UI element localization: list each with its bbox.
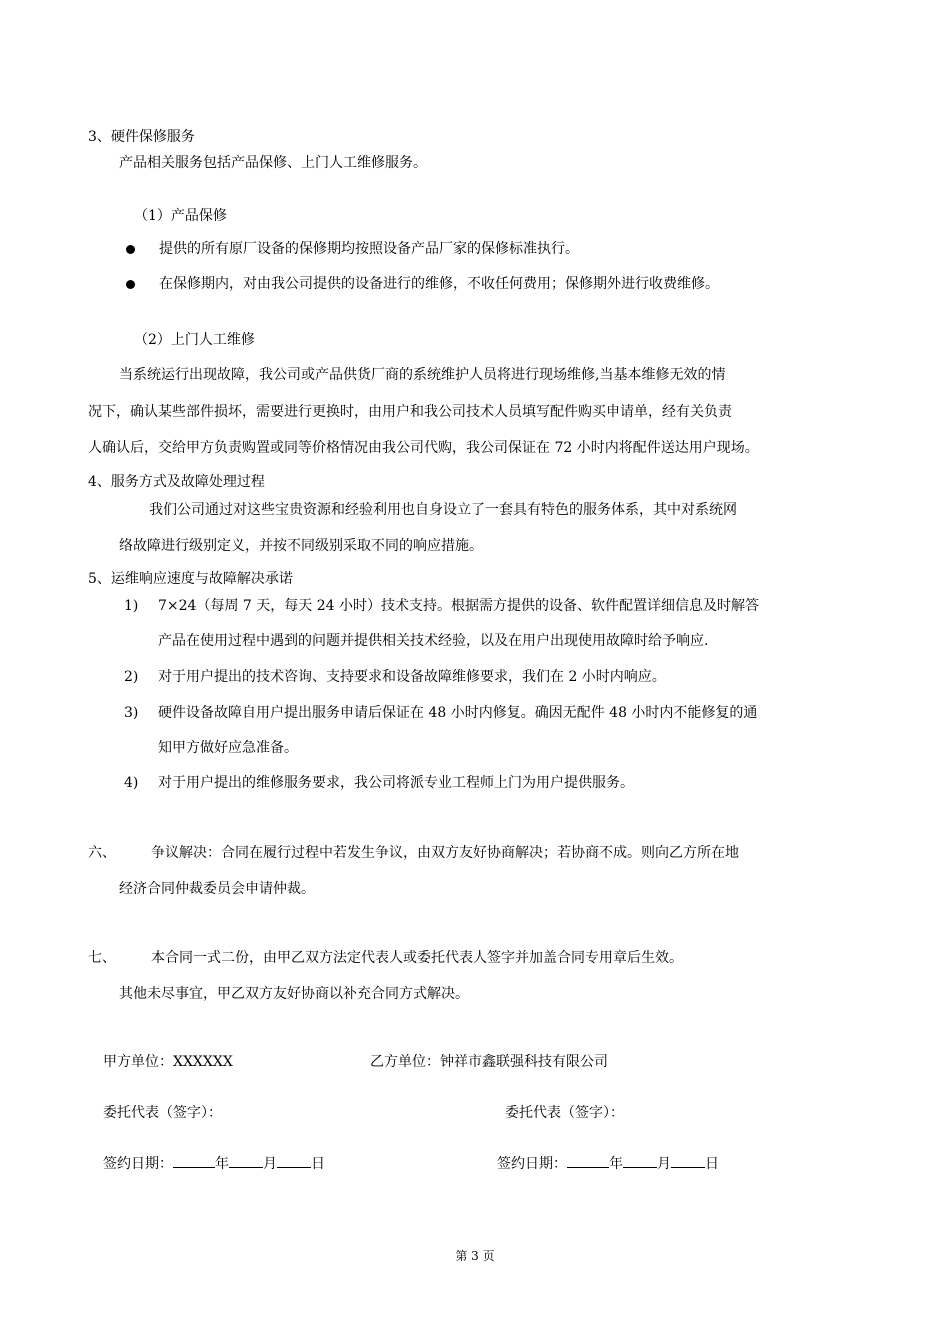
item-4-number: 4) (124, 775, 139, 791)
section7-number: 七、 (88, 950, 116, 966)
bullet-icon (126, 280, 135, 289)
section4-para-line-2: 络故障进行级别定义，并按不同级别采取不同的响应措施。 (119, 538, 483, 554)
item-3-line-1: 硬件设备故障自用户提出服务申请后保证在 48 小时内修复。确因无配件 48 小时内不能修复的通 (158, 705, 758, 721)
date-label: 签约日期： (497, 1156, 567, 1172)
item-1-number: 1) (124, 598, 139, 614)
party-b-representative: 委托代表（签字）： (505, 1105, 624, 1121)
party-b-sign-date (497, 1152, 719, 1174)
section7-line-2: 其他未尽事宜，甲乙双方友好协商以补充合同方式解决。 (119, 986, 469, 1002)
section3-heading: 3、硬件保修服务 (88, 129, 195, 145)
year-label: 年 (215, 1156, 229, 1172)
sub1-bullet-2: 在保修期内，对由我公司提供的设备进行的维修，不收任何费用；保修期外进行收费维修。 (159, 276, 719, 292)
section5-heading: 5、运维响应速度与故障解决承诺 (88, 571, 293, 587)
item-3-line-2: 知甲方做好应急准备。 (158, 740, 298, 756)
section4-heading: 4、服务方式及故障处理过程 (88, 474, 265, 490)
section4-para-line-1: 我们公司通过对这些宝贵资源和经验利用也自身设立了一套具有特色的服务体系，其中对系统网 (149, 502, 737, 518)
section6-line-1: 争议解决：合同在履行过程中若发生争议，由双方友好协商解决；若协商不成。则向乙方所在地 (151, 845, 739, 861)
day-blank (671, 1152, 705, 1168)
item-2-line-1: 对于用户提出的技术咨询、支持要求和设备故障维修要求，我们在 2 小时内响应。 (158, 669, 666, 685)
sub1-bullet-1: 提供的所有原厂设备的保修期均按照设备产品厂家的保修标准执行。 (159, 241, 579, 257)
sub2-para-line-2: 况下，确认某些部件损坏，需要进行更换时，由用户和我公司技术人员填写配件购买申请单，经有关负责 (88, 404, 732, 420)
year-blank (173, 1152, 215, 1168)
item-1-line-1: 7×24（每周 7 天，每天 24 小时）技术支持。根据需方提供的设备、软件配置详细信息及时解答 (158, 598, 759, 614)
party-a-sign-date (103, 1152, 325, 1174)
month-blank (229, 1152, 263, 1168)
sub2-title: （2）上门人工维修 (134, 332, 255, 348)
sub2-para-line-3: 人确认后，交给甲方负责购置或同等价格情况由我公司代购，我公司保证在 72 小时内将配件送达用户现场。 (88, 440, 759, 456)
item-2-number: 2) (124, 669, 139, 685)
section3-intro: 产品相关服务包括产品保修、上门人工维修服务。 (119, 155, 427, 171)
section6-number: 六、 (88, 845, 116, 861)
section6-line-2: 经济合同仲裁委员会申请仲裁。 (119, 881, 315, 897)
section7-line-1: 本合同一式二份，由甲乙双方法定代表人或委托代表人签字并加盖合同专用章后生效。 (151, 950, 683, 966)
party-b-unit: 乙方单位：钟祥市鑫联强科技有限公司 (370, 1054, 608, 1070)
page-number: 第 3 页 (455, 1249, 495, 1263)
month-label: 月 (657, 1156, 671, 1172)
month-blank (623, 1152, 657, 1168)
bullet-icon (126, 245, 135, 254)
date-label: 签约日期： (103, 1156, 173, 1172)
day-label: 日 (705, 1156, 719, 1172)
party-a-unit: 甲方单位：XXXXXX (103, 1054, 233, 1070)
item-3-number: 3) (124, 705, 139, 721)
sub1-title: （1）产品保修 (134, 208, 227, 224)
month-label: 月 (263, 1156, 277, 1172)
year-blank (567, 1152, 609, 1168)
party-a-representative: 委托代表（签字）： (103, 1105, 222, 1121)
item-4-line-1: 对于用户提出的维修服务要求，我公司将派专业工程师上门为用户提供服务。 (158, 775, 634, 791)
year-label: 年 (609, 1156, 623, 1172)
day-label: 日 (311, 1156, 325, 1172)
sub2-para-line-1: 当系统运行出现故障，我公司或产品供货厂商的系统维护人员将进行现场维修,当基本维修无效的情 (119, 367, 726, 383)
day-blank (277, 1152, 311, 1168)
item-1-line-2: 产品在使用过程中遇到的问题并提供相关技术经验，以及在用户出现使用故障时给予响应. (158, 633, 709, 649)
